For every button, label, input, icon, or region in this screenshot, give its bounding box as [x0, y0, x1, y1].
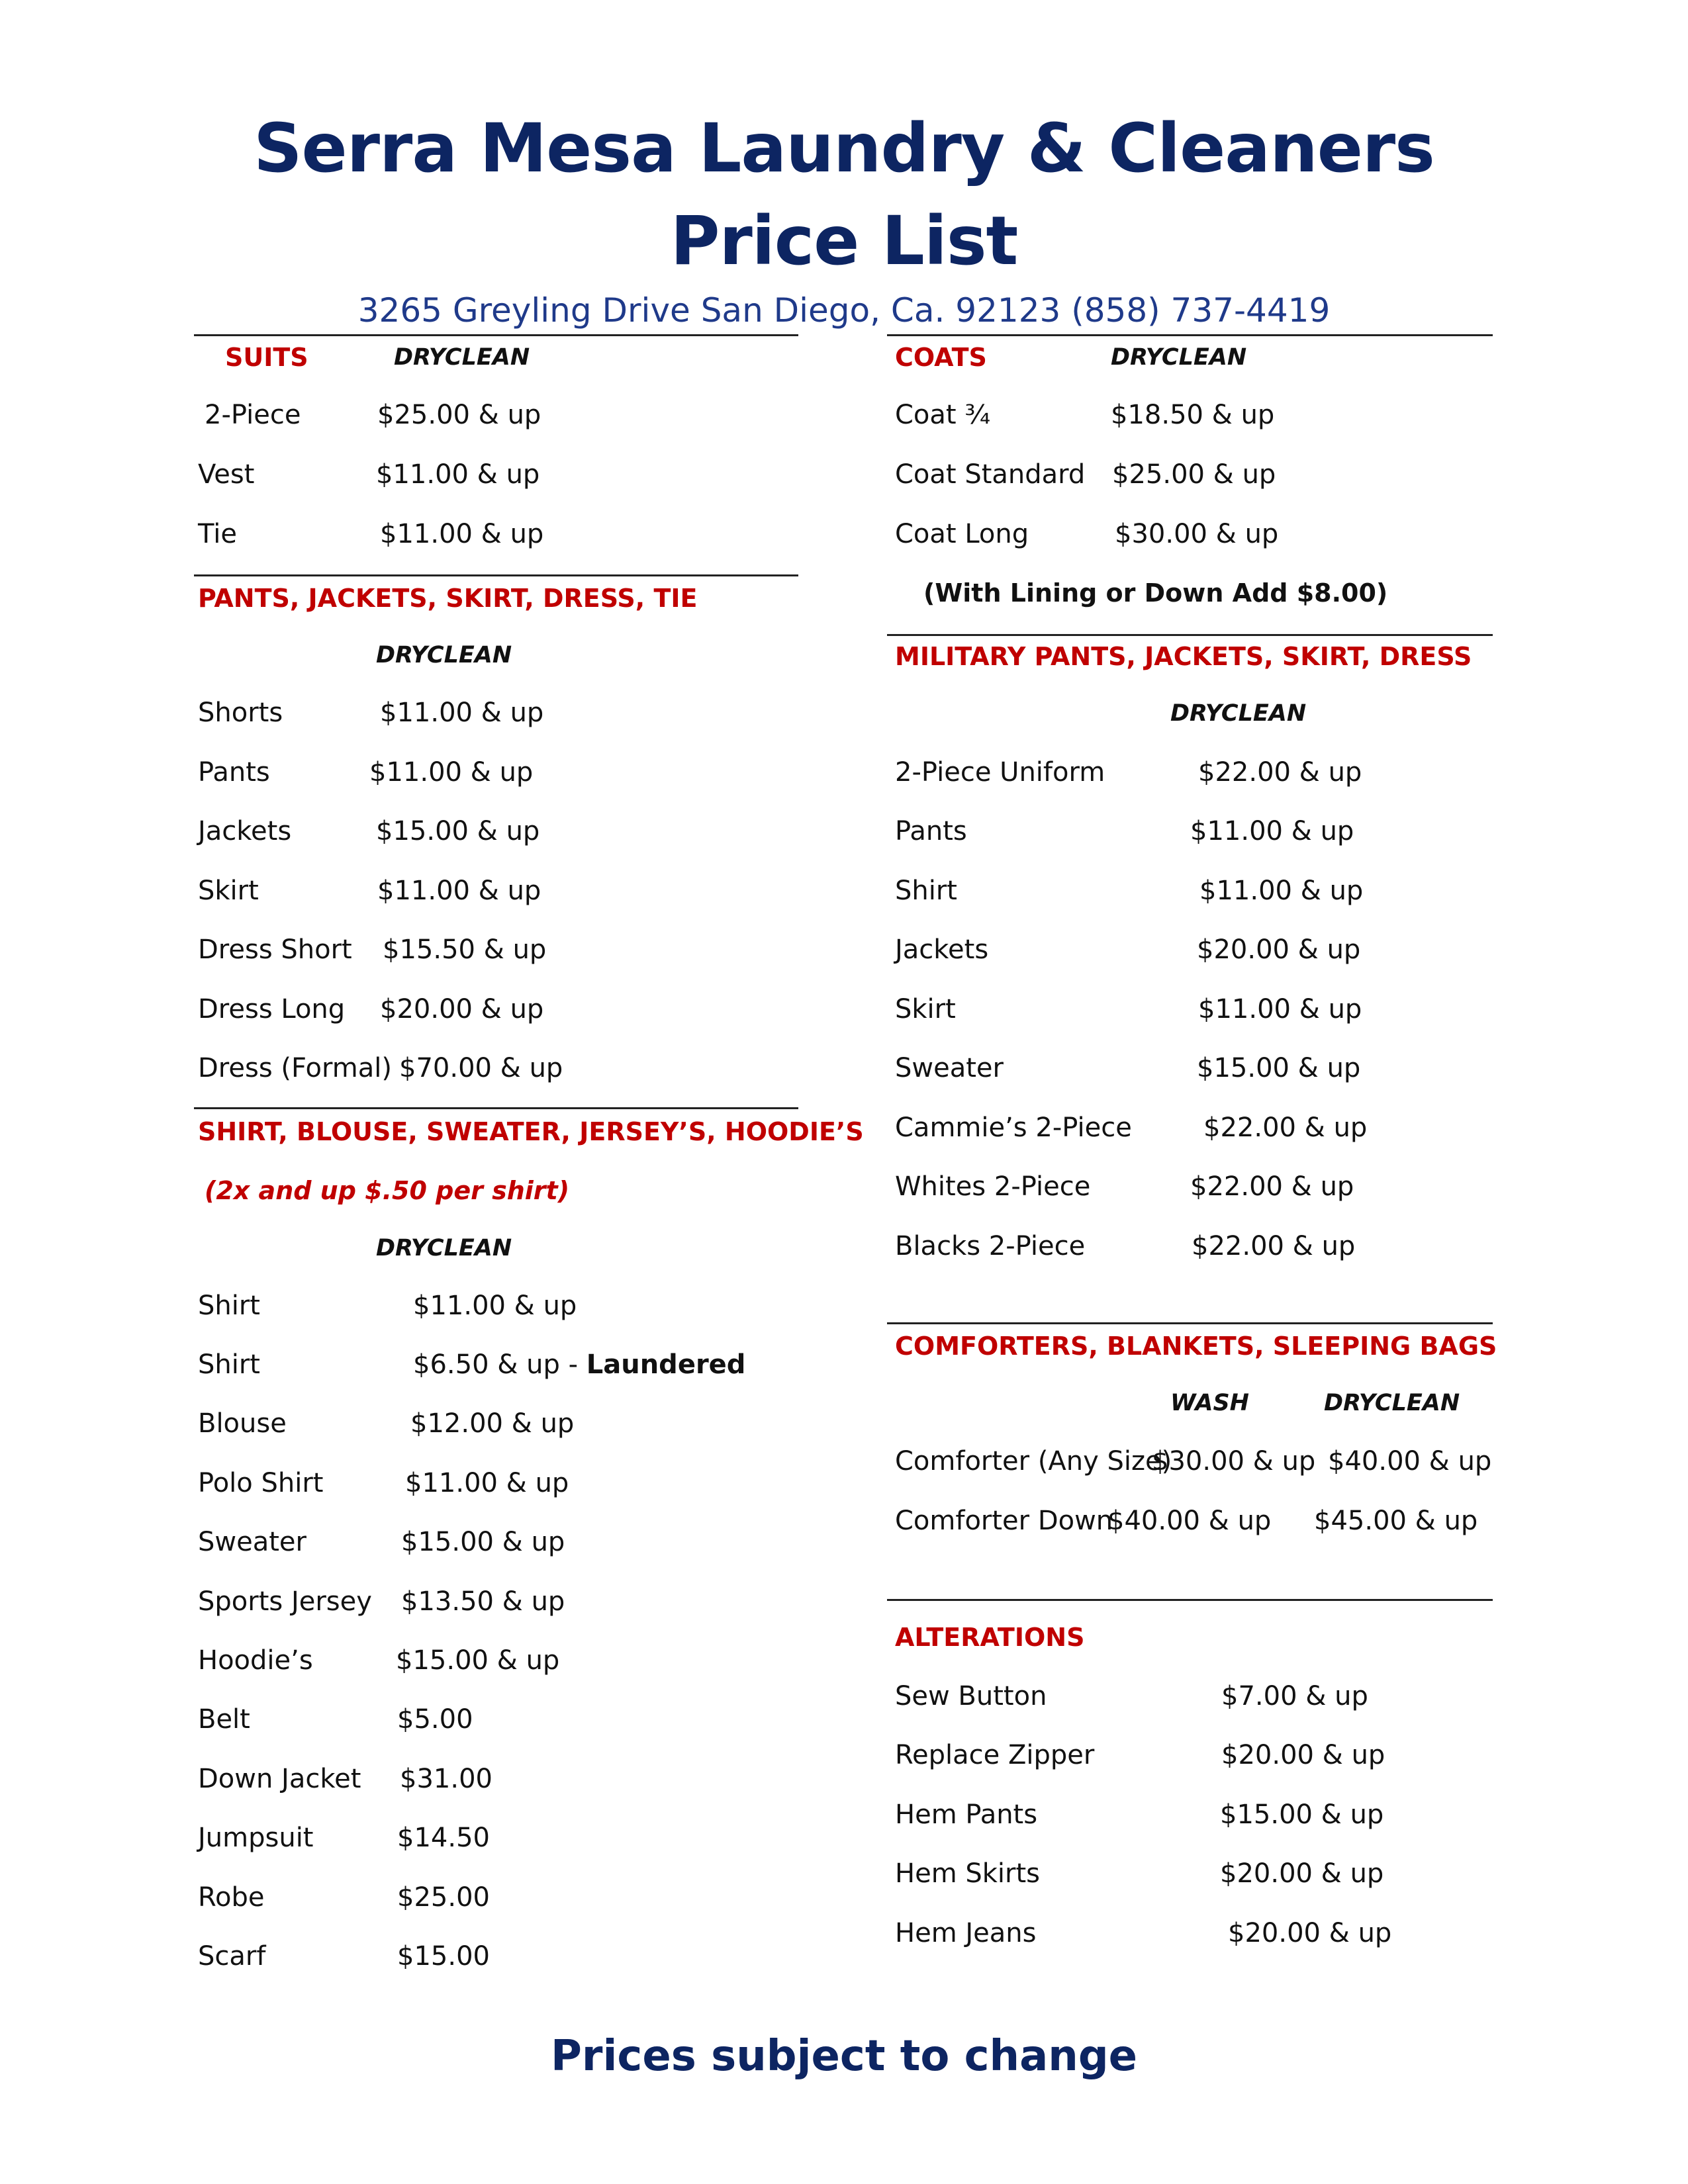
comforters-wash-subheading: WASH: [1170, 1390, 1249, 1416]
shirts-item-price: $25.00: [397, 1882, 490, 1913]
shirts-heading: SHIRT, BLOUSE, SWEATER, JERSEY’S, HOODIE’S: [198, 1117, 864, 1146]
military-subheading: DRYCLEAN: [1170, 700, 1307, 727]
pants-heading: PANTS, JACKETS, SKIRT, DRESS, TIE: [198, 584, 698, 613]
shirts-item-price: $15.00 & up: [396, 1645, 560, 1676]
comforters-dryclean-price: $45.00 & up: [1314, 1506, 1478, 1536]
coats-item-name: Coat Long: [895, 519, 1029, 549]
comforters-item-name: Comforter (Any Size): [895, 1446, 1172, 1477]
rule-top-right: [887, 334, 1493, 336]
rule-right-4: [887, 1599, 1493, 1601]
comforters-dryclean-price: $40.00 & up: [1328, 1446, 1492, 1477]
shirts-item-price: [413, 1349, 745, 1380]
military-item-name: Cammie’s 2-Piece: [895, 1113, 1132, 1143]
coats-heading: COATS: [895, 343, 987, 372]
coats-item-price: $30.00 & up: [1115, 519, 1279, 549]
comforters-dryclean-subheading: DRYCLEAN: [1324, 1390, 1460, 1416]
shirts-item-price: $12.00 & up: [410, 1408, 575, 1439]
pants-item-name: Dress Long: [198, 994, 346, 1024]
suits-heading: SUITS: [225, 343, 308, 372]
military-item-name: Skirt: [895, 994, 956, 1024]
pants-item-price: $15.50 & up: [383, 934, 547, 965]
shirts-item-name: Scarf: [198, 1941, 266, 1972]
pants-item-name: Skirt: [198, 876, 259, 906]
shirts-item-name: Sports Jersey: [198, 1586, 372, 1617]
coats-item-name: Coat ¾: [895, 400, 991, 430]
military-item-name: Pants: [895, 816, 967, 846]
suits-item-name: 2-Piece: [205, 400, 301, 430]
rule-left-3: [194, 1107, 798, 1109]
shirts-item-name: Shirt: [198, 1291, 260, 1321]
military-item-price: $20.00 & up: [1197, 934, 1361, 965]
alterations-item-price: $7.00 & up: [1221, 1681, 1368, 1711]
shirts-item-name: Shirt: [198, 1349, 260, 1380]
shirts-item-name: Belt: [198, 1704, 250, 1735]
coats-item-name: Coat Standard: [895, 459, 1086, 490]
title-line-2: Price List: [670, 202, 1018, 281]
coats-item-price: $18.50 & up: [1111, 400, 1275, 430]
pants-item-price: $11.00 & up: [377, 876, 541, 906]
coats-subheading: DRYCLEAN: [1111, 344, 1247, 371]
military-item-name: 2-Piece Uniform: [895, 757, 1105, 788]
comforters-wash-price: $30.00 & up: [1152, 1446, 1316, 1477]
military-item-price: $11.00 & up: [1198, 994, 1362, 1024]
shirts-item-name: Hoodie’s: [198, 1645, 313, 1676]
pants-item-name: Jackets: [198, 816, 292, 846]
shirts-item-name: Blouse: [198, 1408, 287, 1439]
pants-item-price: $20.00 & up: [380, 994, 544, 1024]
laundered-label: Laundered: [586, 1349, 746, 1380]
suits-item-name: Vest: [198, 459, 255, 490]
shirts-note: (2x and up $.50 per shirt): [205, 1176, 570, 1205]
pants-item-price: $11.00 & up: [369, 757, 534, 788]
pants-item-name: Dress Short: [198, 934, 352, 965]
shirts-item-price: $13.50 & up: [401, 1586, 565, 1617]
suits-item-name: Tie: [198, 519, 237, 549]
rule-top-left: [194, 334, 798, 336]
alterations-item-name: Replace Zipper: [895, 1740, 1095, 1770]
alterations-item-name: Hem Jeans: [895, 1918, 1037, 1948]
alterations-item-name: Sew Button: [895, 1681, 1047, 1711]
shirts-item-name: Jumpsuit: [198, 1823, 314, 1853]
shirts-item-price: $11.00 & up: [413, 1291, 577, 1321]
suits-item-price: $11.00 & up: [380, 519, 544, 549]
coats-lining-note: (With Lining or Down Add $8.00): [923, 578, 1388, 608]
shirts-subheading: DRYCLEAN: [376, 1235, 512, 1261]
suits-item-price: $11.00 & up: [376, 459, 540, 490]
comforters-heading: COMFORTERS, BLANKETS, SLEEPING BAGS: [895, 1332, 1497, 1361]
alterations-item-price: $20.00 & up: [1221, 1740, 1385, 1770]
rule-left-2: [194, 574, 798, 576]
pants-item-price: $70.00 & up: [399, 1053, 563, 1083]
shirts-item-name: Down Jacket: [198, 1764, 361, 1794]
military-heading: MILITARY PANTS, JACKETS, SKIRT, DRESS: [895, 642, 1472, 671]
military-item-price: $11.00 & up: [1199, 876, 1364, 906]
shirts-item-name: Robe: [198, 1882, 265, 1913]
shirts-item-price: $5.00: [397, 1704, 473, 1735]
shirts-item-price: $15.00: [397, 1941, 490, 1972]
pants-item-name: Dress (Formal): [198, 1053, 392, 1083]
pants-item-name: Shorts: [198, 698, 283, 728]
title-line-1: Serra Mesa Laundry & Cleaners: [254, 109, 1434, 188]
military-item-price: $22.00 & up: [1190, 1171, 1354, 1202]
pants-item-name: Pants: [198, 757, 270, 788]
alterations-item-price: $20.00 & up: [1220, 1858, 1384, 1889]
shirts-item-price: $14.50: [397, 1823, 490, 1853]
alterations-item-name: Hem Pants: [895, 1799, 1038, 1830]
alterations-item-price: $20.00 & up: [1228, 1918, 1392, 1948]
alterations-item-name: Hem Skirts: [895, 1858, 1041, 1889]
footer-note: Prices subject to change: [550, 2032, 1138, 2081]
military-item-price: $22.00 & up: [1192, 1231, 1356, 1261]
military-item-name: Shirt: [895, 876, 957, 906]
military-item-name: Whites 2-Piece: [895, 1171, 1091, 1202]
shirts-item-price: $11.00 & up: [405, 1468, 569, 1498]
suits-item-price: $25.00 & up: [377, 400, 541, 430]
rule-right-2: [887, 634, 1493, 636]
military-item-name: Blacks 2-Piece: [895, 1231, 1086, 1261]
shirts-item-price: $15.00 & up: [401, 1527, 565, 1557]
military-item-name: Sweater: [895, 1053, 1004, 1083]
address: 3265 Greyling Drive San Diego, Ca. 92123 (858) 737-4419: [357, 291, 1331, 330]
alterations-item-price: $15.00 & up: [1220, 1799, 1384, 1830]
comforters-item-name: Comforter Down: [895, 1506, 1113, 1536]
coats-item-price: $25.00 & up: [1112, 459, 1276, 490]
shirts-item-name: Polo Shirt: [198, 1468, 324, 1498]
pants-item-price: $11.00 & up: [380, 698, 544, 728]
military-item-price: $15.00 & up: [1197, 1053, 1361, 1083]
shirts-item-price: $31.00: [400, 1764, 492, 1794]
comforters-wash-price: $40.00 & up: [1107, 1506, 1272, 1536]
military-item-price: $22.00 & up: [1198, 757, 1362, 788]
rule-right-3: [887, 1322, 1493, 1324]
pants-subheading: DRYCLEAN: [376, 642, 512, 668]
military-item-name: Jackets: [895, 934, 989, 965]
alterations-heading: ALTERATIONS: [895, 1623, 1085, 1652]
suits-subheading: DRYCLEAN: [394, 344, 530, 371]
military-item-price: $22.00 & up: [1203, 1113, 1368, 1143]
military-item-price: $11.00 & up: [1190, 816, 1354, 846]
shirts-item-price-value: $6.50 & up -: [413, 1349, 586, 1380]
shirts-item-name: Sweater: [198, 1527, 306, 1557]
pants-item-price: $15.00 & up: [376, 816, 540, 846]
